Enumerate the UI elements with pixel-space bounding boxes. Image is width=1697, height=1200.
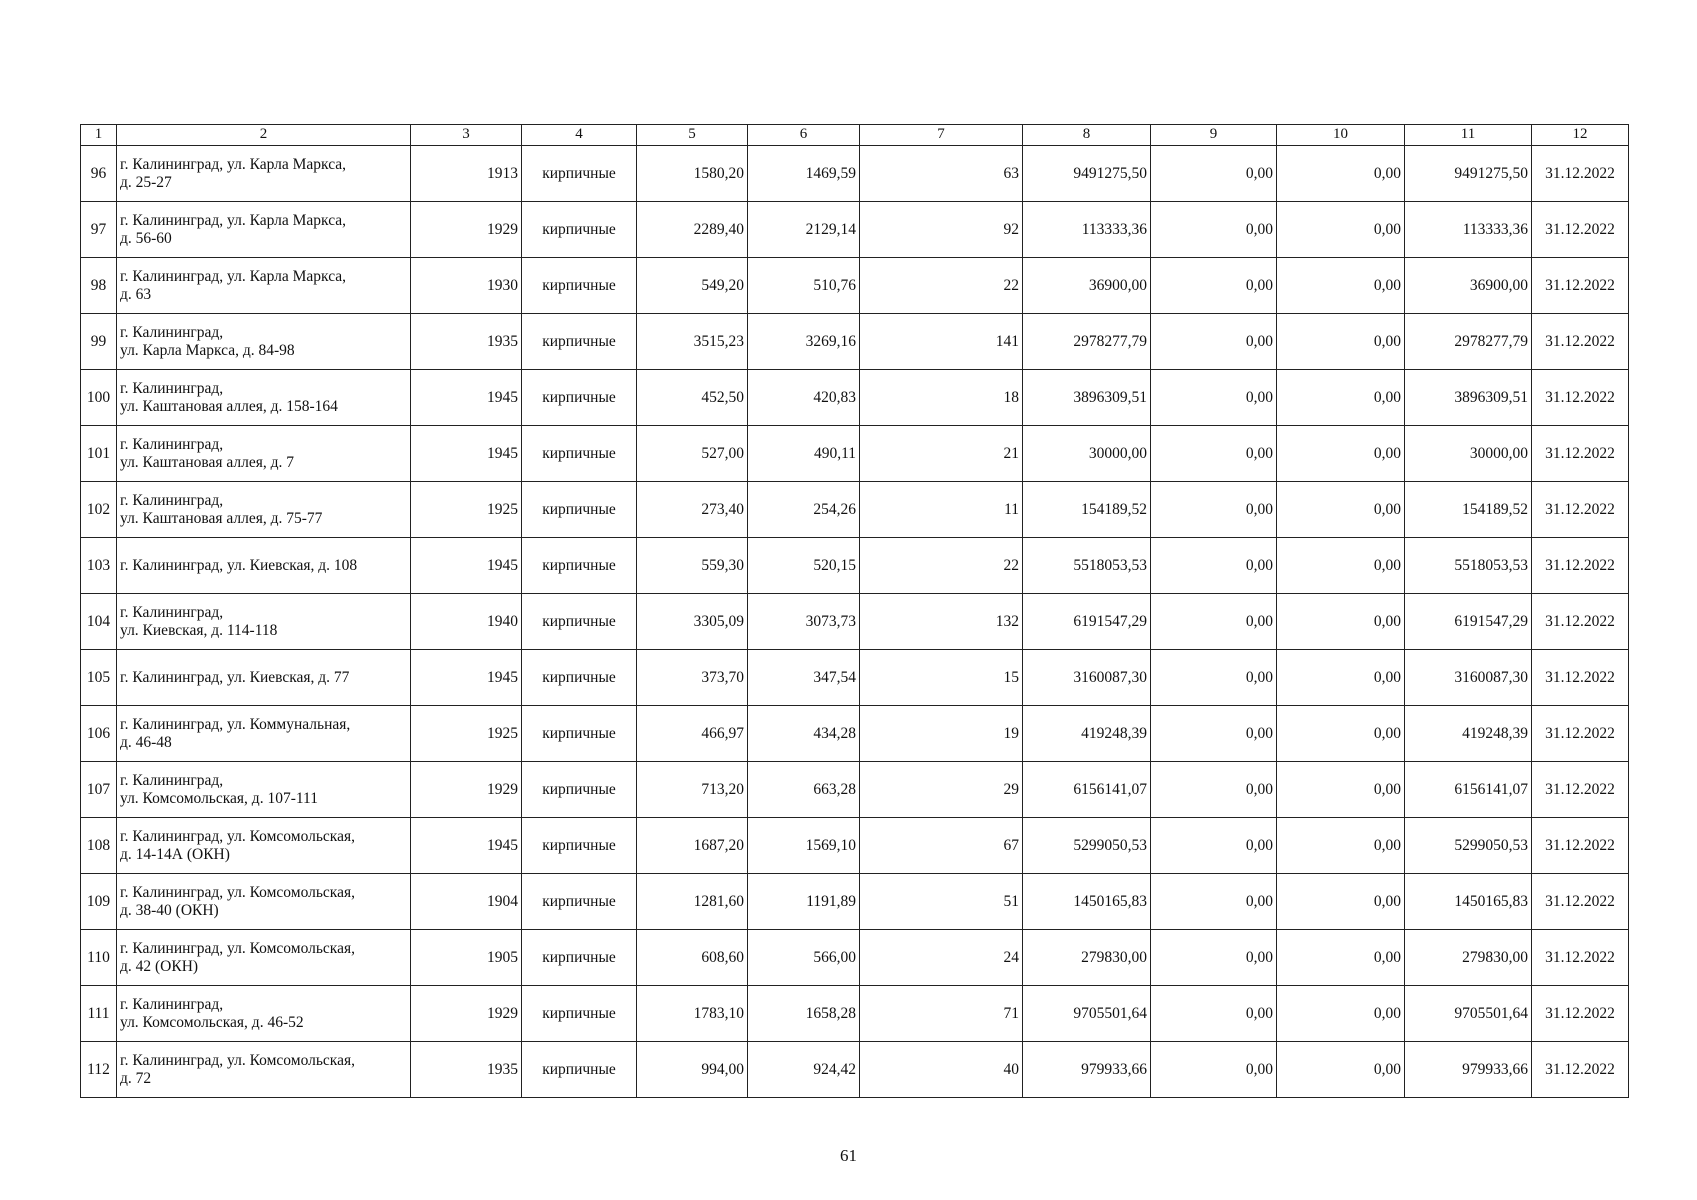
year-built-cell: 1945 (411, 538, 522, 594)
address-line: г. Калининград, ул. Карла Маркса, (120, 211, 347, 229)
cost-col10-cell: 0,00 (1277, 202, 1405, 258)
deadline-date-cell: 31.12.2022 (1532, 202, 1629, 258)
total-area-cell: 1687,20 (637, 818, 748, 874)
deadline-date-cell: 31.12.2022 (1532, 762, 1629, 818)
year-built-cell: 1930 (411, 258, 522, 314)
address-line: г. Калининград, (120, 995, 224, 1013)
total-cost-cell: 6156141,07 (1023, 762, 1151, 818)
address-line: г. Калининград, ул. Карла Маркса, (120, 155, 347, 173)
total-cost-cell: 30000,00 (1023, 426, 1151, 482)
residents-count-cell: 67 (860, 818, 1023, 874)
total-cost-cell: 2978277,79 (1023, 314, 1151, 370)
total-cost-cell: 113333,36 (1023, 202, 1151, 258)
total-area-cell: 713,20 (637, 762, 748, 818)
address-line: ул. Комсомольская, д. 46-52 (120, 1013, 304, 1031)
address-cell (117, 818, 411, 874)
address-line: г. Калининград, ул. Комсомольская, (120, 1051, 355, 1069)
column-header: 9 (1151, 125, 1277, 146)
total-area-cell: 527,00 (637, 426, 748, 482)
deadline-date-cell: 31.12.2022 (1532, 314, 1629, 370)
year-built-cell: 1929 (411, 202, 522, 258)
deadline-date-cell: 31.12.2022 (1532, 482, 1629, 538)
address-cell (117, 874, 411, 930)
total-area-cell: 1580,20 (637, 146, 748, 202)
cost-col11-cell: 2978277,79 (1405, 314, 1532, 370)
deadline-date-cell: 31.12.2022 (1532, 146, 1629, 202)
column-header: 1 (81, 125, 117, 146)
living-area-cell: 510,76 (748, 258, 860, 314)
address-cell (117, 706, 411, 762)
cost-col10-cell: 0,00 (1277, 426, 1405, 482)
column-header: 10 (1277, 125, 1405, 146)
cost-col11-cell: 3896309,51 (1405, 370, 1532, 426)
wall-material-cell: кирпичные (522, 650, 637, 706)
row-number-cell: 102 (81, 482, 117, 538)
cost-col11-cell: 1450165,83 (1405, 874, 1532, 930)
table-row (81, 594, 1629, 650)
address-line: г. Калининград, ул. Комсомольская, (120, 883, 355, 901)
wall-material-cell: кирпичные (522, 706, 637, 762)
year-built-cell: 1945 (411, 818, 522, 874)
total-cost-cell: 6191547,29 (1023, 594, 1151, 650)
residents-count-cell: 21 (860, 426, 1023, 482)
total-cost-cell: 154189,52 (1023, 482, 1151, 538)
address-cell (117, 258, 411, 314)
wall-material-cell: кирпичные (522, 314, 637, 370)
address-cell (117, 482, 411, 538)
residents-count-cell: 19 (860, 706, 1023, 762)
address-line: д. 14-14А (ОКН) (120, 845, 230, 863)
cost-col10-cell: 0,00 (1277, 706, 1405, 762)
address-line: г. Калининград, (120, 603, 224, 621)
cost-col11-cell: 5518053,53 (1405, 538, 1532, 594)
table-row (81, 706, 1629, 762)
table-row (81, 482, 1629, 538)
deadline-date-cell: 31.12.2022 (1532, 706, 1629, 762)
address-line: д. 38-40 (ОКН) (120, 901, 219, 919)
deadline-date-cell: 31.12.2022 (1532, 650, 1629, 706)
address-line: г. Калининград, ул. Комсомольская, (120, 827, 355, 845)
row-number-cell: 103 (81, 538, 117, 594)
living-area-cell: 420,83 (748, 370, 860, 426)
address-cell (117, 146, 411, 202)
year-built-cell: 1913 (411, 146, 522, 202)
row-number-cell: 106 (81, 706, 117, 762)
cost-col11-cell: 3160087,30 (1405, 650, 1532, 706)
residents-count-cell: 141 (860, 314, 1023, 370)
address-cell (117, 202, 411, 258)
total-cost-cell: 979933,66 (1023, 1042, 1151, 1098)
total-area-cell: 994,00 (637, 1042, 748, 1098)
total-area-cell: 452,50 (637, 370, 748, 426)
living-area-cell: 924,42 (748, 1042, 860, 1098)
column-header: 8 (1023, 125, 1151, 146)
address-cell (117, 930, 411, 986)
address-line: д. 63 (120, 285, 152, 303)
wall-material-cell: кирпичные (522, 930, 637, 986)
living-area-cell: 1469,59 (748, 146, 860, 202)
residents-count-cell: 15 (860, 650, 1023, 706)
deadline-date-cell: 31.12.2022 (1532, 930, 1629, 986)
living-area-cell: 663,28 (748, 762, 860, 818)
total-area-cell: 466,97 (637, 706, 748, 762)
year-built-cell: 1945 (411, 650, 522, 706)
year-built-cell: 1925 (411, 482, 522, 538)
row-number-cell: 110 (81, 930, 117, 986)
cost-col9-cell: 0,00 (1151, 706, 1277, 762)
column-header: 2 (117, 125, 411, 146)
table-row (81, 650, 1629, 706)
total-cost-cell: 9705501,64 (1023, 986, 1151, 1042)
column-header: 4 (522, 125, 637, 146)
cost-col9-cell: 0,00 (1151, 650, 1277, 706)
address-line: д. 25-27 (120, 173, 172, 191)
year-built-cell: 1940 (411, 594, 522, 650)
cost-col10-cell: 0,00 (1277, 650, 1405, 706)
wall-material-cell: кирпичные (522, 370, 637, 426)
total-area-cell: 559,30 (637, 538, 748, 594)
cost-col11-cell: 9491275,50 (1405, 146, 1532, 202)
address-line: г. Калининград, ул. Киевская, д. 108 (120, 556, 358, 574)
total-area-cell: 273,40 (637, 482, 748, 538)
cost-col9-cell: 0,00 (1151, 594, 1277, 650)
cost-col10-cell: 0,00 (1277, 930, 1405, 986)
year-built-cell: 1935 (411, 1042, 522, 1098)
cost-col9-cell: 0,00 (1151, 146, 1277, 202)
cost-col9-cell: 0,00 (1151, 202, 1277, 258)
living-area-cell: 520,15 (748, 538, 860, 594)
row-number-cell: 101 (81, 426, 117, 482)
living-area-cell: 254,26 (748, 482, 860, 538)
row-number-cell: 97 (81, 202, 117, 258)
wall-material-cell: кирпичные (522, 986, 637, 1042)
cost-col10-cell: 0,00 (1277, 370, 1405, 426)
year-built-cell: 1905 (411, 930, 522, 986)
table-row (81, 426, 1629, 482)
table-row (81, 986, 1629, 1042)
address-line: г. Калининград, (120, 323, 224, 341)
total-cost-cell: 9491275,50 (1023, 146, 1151, 202)
residents-count-cell: 22 (860, 258, 1023, 314)
wall-material-cell: кирпичные (522, 258, 637, 314)
deadline-date-cell: 31.12.2022 (1532, 370, 1629, 426)
living-area-cell: 1658,28 (748, 986, 860, 1042)
year-built-cell: 1929 (411, 986, 522, 1042)
address-cell (117, 426, 411, 482)
address-line: г. Калининград, ул. Комсомольская, (120, 939, 355, 957)
address-cell (117, 538, 411, 594)
living-area-cell: 347,54 (748, 650, 860, 706)
cost-col11-cell: 30000,00 (1405, 426, 1532, 482)
total-cost-cell: 1450165,83 (1023, 874, 1151, 930)
deadline-date-cell: 31.12.2022 (1532, 818, 1629, 874)
total-area-cell: 3515,23 (637, 314, 748, 370)
deadline-date-cell: 31.12.2022 (1532, 538, 1629, 594)
table-row (81, 538, 1629, 594)
residents-count-cell: 71 (860, 986, 1023, 1042)
living-area-cell: 3269,16 (748, 314, 860, 370)
cost-col9-cell: 0,00 (1151, 818, 1277, 874)
cost-col11-cell: 154189,52 (1405, 482, 1532, 538)
living-area-cell: 2129,14 (748, 202, 860, 258)
table-row (81, 874, 1629, 930)
total-area-cell: 608,60 (637, 930, 748, 986)
address-line: г. Калининград, (120, 771, 224, 789)
total-cost-cell: 36900,00 (1023, 258, 1151, 314)
cost-col9-cell: 0,00 (1151, 426, 1277, 482)
total-cost-cell: 5518053,53 (1023, 538, 1151, 594)
cost-col9-cell: 0,00 (1151, 258, 1277, 314)
row-number-cell: 99 (81, 314, 117, 370)
table-row (81, 258, 1629, 314)
residents-count-cell: 40 (860, 1042, 1023, 1098)
cost-col9-cell: 0,00 (1151, 314, 1277, 370)
address-line: ул. Каштановая аллея, д. 7 (120, 453, 295, 471)
table-row (81, 202, 1629, 258)
address-line: ул. Каштановая аллея, д. 75-77 (120, 509, 323, 527)
cost-col10-cell: 0,00 (1277, 762, 1405, 818)
deadline-date-cell: 31.12.2022 (1532, 1042, 1629, 1098)
address-line: д. 42 (ОКН) (120, 957, 199, 975)
residents-count-cell: 29 (860, 762, 1023, 818)
address-cell (117, 986, 411, 1042)
wall-material-cell: кирпичные (522, 874, 637, 930)
cost-col9-cell: 0,00 (1151, 482, 1277, 538)
cost-col10-cell: 0,00 (1277, 258, 1405, 314)
column-header: 7 (860, 125, 1023, 146)
cost-col11-cell: 6191547,29 (1405, 594, 1532, 650)
year-built-cell: 1925 (411, 706, 522, 762)
residents-count-cell: 51 (860, 874, 1023, 930)
cost-col11-cell: 9705501,64 (1405, 986, 1532, 1042)
address-cell (117, 594, 411, 650)
cost-col9-cell: 0,00 (1151, 370, 1277, 426)
address-line: г. Калининград, ул. Карла Маркса, (120, 267, 347, 285)
cost-col9-cell: 0,00 (1151, 874, 1277, 930)
cost-col10-cell: 0,00 (1277, 482, 1405, 538)
row-number-cell: 105 (81, 650, 117, 706)
living-area-cell: 3073,73 (748, 594, 860, 650)
address-line: г. Калининград, ул. Киевская, д. 77 (120, 668, 350, 686)
residents-count-cell: 11 (860, 482, 1023, 538)
year-built-cell: 1945 (411, 426, 522, 482)
cost-col11-cell: 979933,66 (1405, 1042, 1532, 1098)
cost-col9-cell: 0,00 (1151, 762, 1277, 818)
page-number: 61 (840, 1146, 857, 1165)
address-line: г. Калининград, (120, 491, 224, 509)
wall-material-cell: кирпичные (522, 762, 637, 818)
row-number-cell: 111 (81, 986, 117, 1042)
table-body (81, 146, 1629, 1098)
address-cell (117, 370, 411, 426)
residents-count-cell: 92 (860, 202, 1023, 258)
address-line: д. 72 (120, 1069, 152, 1087)
cost-col11-cell: 113333,36 (1405, 202, 1532, 258)
deadline-date-cell: 31.12.2022 (1532, 986, 1629, 1042)
address-line: ул. Карла Маркса, д. 84-98 (120, 341, 295, 359)
year-built-cell: 1904 (411, 874, 522, 930)
cost-col9-cell: 0,00 (1151, 538, 1277, 594)
deadline-date-cell: 31.12.2022 (1532, 426, 1629, 482)
column-number-row (81, 125, 1629, 146)
column-header: 5 (637, 125, 748, 146)
cost-col11-cell: 5299050,53 (1405, 818, 1532, 874)
living-area-cell: 566,00 (748, 930, 860, 986)
table-row (81, 370, 1629, 426)
row-number-cell: 109 (81, 874, 117, 930)
cost-col10-cell: 0,00 (1277, 986, 1405, 1042)
table-row (81, 818, 1629, 874)
residents-count-cell: 24 (860, 930, 1023, 986)
row-number-cell: 98 (81, 258, 117, 314)
cost-col9-cell: 0,00 (1151, 930, 1277, 986)
address-line: д. 56-60 (120, 229, 172, 247)
total-cost-cell: 279830,00 (1023, 930, 1151, 986)
row-number-cell: 108 (81, 818, 117, 874)
residents-count-cell: 18 (860, 370, 1023, 426)
address-line: ул. Комсомольская, д. 107-111 (120, 789, 318, 807)
residents-count-cell: 132 (860, 594, 1023, 650)
table-row (81, 762, 1629, 818)
cost-col10-cell: 0,00 (1277, 538, 1405, 594)
row-number-cell: 107 (81, 762, 117, 818)
wall-material-cell: кирпичные (522, 202, 637, 258)
living-area-cell: 434,28 (748, 706, 860, 762)
row-number-cell: 96 (81, 146, 117, 202)
column-header: 6 (748, 125, 860, 146)
cost-col10-cell: 0,00 (1277, 874, 1405, 930)
wall-material-cell: кирпичные (522, 426, 637, 482)
address-line: ул. Киевская, д. 114-118 (120, 621, 278, 639)
cost-col9-cell: 0,00 (1151, 1042, 1277, 1098)
table-row (81, 146, 1629, 202)
address-line: г. Калининград, ул. Коммунальная, (120, 715, 351, 733)
residents-count-cell: 63 (860, 146, 1023, 202)
cost-col11-cell: 419248,39 (1405, 706, 1532, 762)
wall-material-cell: кирпичные (522, 482, 637, 538)
address-cell (117, 1042, 411, 1098)
total-area-cell: 549,20 (637, 258, 748, 314)
table-row (81, 930, 1629, 986)
address-cell (117, 650, 411, 706)
wall-material-cell: кирпичные (522, 146, 637, 202)
column-header: 12 (1532, 125, 1629, 146)
column-header: 11 (1405, 125, 1532, 146)
address-cell (117, 314, 411, 370)
table-row (81, 314, 1629, 370)
deadline-date-cell: 31.12.2022 (1532, 874, 1629, 930)
cost-col10-cell: 0,00 (1277, 314, 1405, 370)
cost-col10-cell: 0,00 (1277, 818, 1405, 874)
total-area-cell: 2289,40 (637, 202, 748, 258)
cost-col10-cell: 0,00 (1277, 1042, 1405, 1098)
total-cost-cell: 419248,39 (1023, 706, 1151, 762)
living-area-cell: 1569,10 (748, 818, 860, 874)
total-cost-cell: 3896309,51 (1023, 370, 1151, 426)
address-line: г. Калининград, (120, 379, 224, 397)
year-built-cell: 1929 (411, 762, 522, 818)
wall-material-cell: кирпичные (522, 1042, 637, 1098)
cost-col10-cell: 0,00 (1277, 146, 1405, 202)
address-cell (117, 762, 411, 818)
total-area-cell: 373,70 (637, 650, 748, 706)
total-cost-cell: 3160087,30 (1023, 650, 1151, 706)
deadline-date-cell: 31.12.2022 (1532, 594, 1629, 650)
wall-material-cell: кирпичные (522, 538, 637, 594)
cost-col11-cell: 279830,00 (1405, 930, 1532, 986)
residents-count-cell: 22 (860, 538, 1023, 594)
address-line: г. Калининград, (120, 435, 224, 453)
deadline-date-cell: 31.12.2022 (1532, 258, 1629, 314)
address-line: д. 46-48 (120, 733, 172, 751)
cost-col10-cell: 0,00 (1277, 594, 1405, 650)
total-area-cell: 3305,09 (637, 594, 748, 650)
table-row (81, 1042, 1629, 1098)
row-number-cell: 100 (81, 370, 117, 426)
cost-col11-cell: 36900,00 (1405, 258, 1532, 314)
wall-material-cell: кирпичные (522, 818, 637, 874)
living-area-cell: 490,11 (748, 426, 860, 482)
year-built-cell: 1935 (411, 314, 522, 370)
total-cost-cell: 5299050,53 (1023, 818, 1151, 874)
column-header: 3 (411, 125, 522, 146)
total-area-cell: 1783,10 (637, 986, 748, 1042)
living-area-cell: 1191,89 (748, 874, 860, 930)
wall-material-cell: кирпичные (522, 594, 637, 650)
year-built-cell: 1945 (411, 370, 522, 426)
row-number-cell: 112 (81, 1042, 117, 1098)
cost-col11-cell: 6156141,07 (1405, 762, 1532, 818)
cost-col9-cell: 0,00 (1151, 986, 1277, 1042)
row-number-cell: 104 (81, 594, 117, 650)
total-area-cell: 1281,60 (637, 874, 748, 930)
housing-register-table (80, 124, 1629, 1098)
address-line: ул. Каштановая аллея, д. 158-164 (120, 397, 338, 415)
